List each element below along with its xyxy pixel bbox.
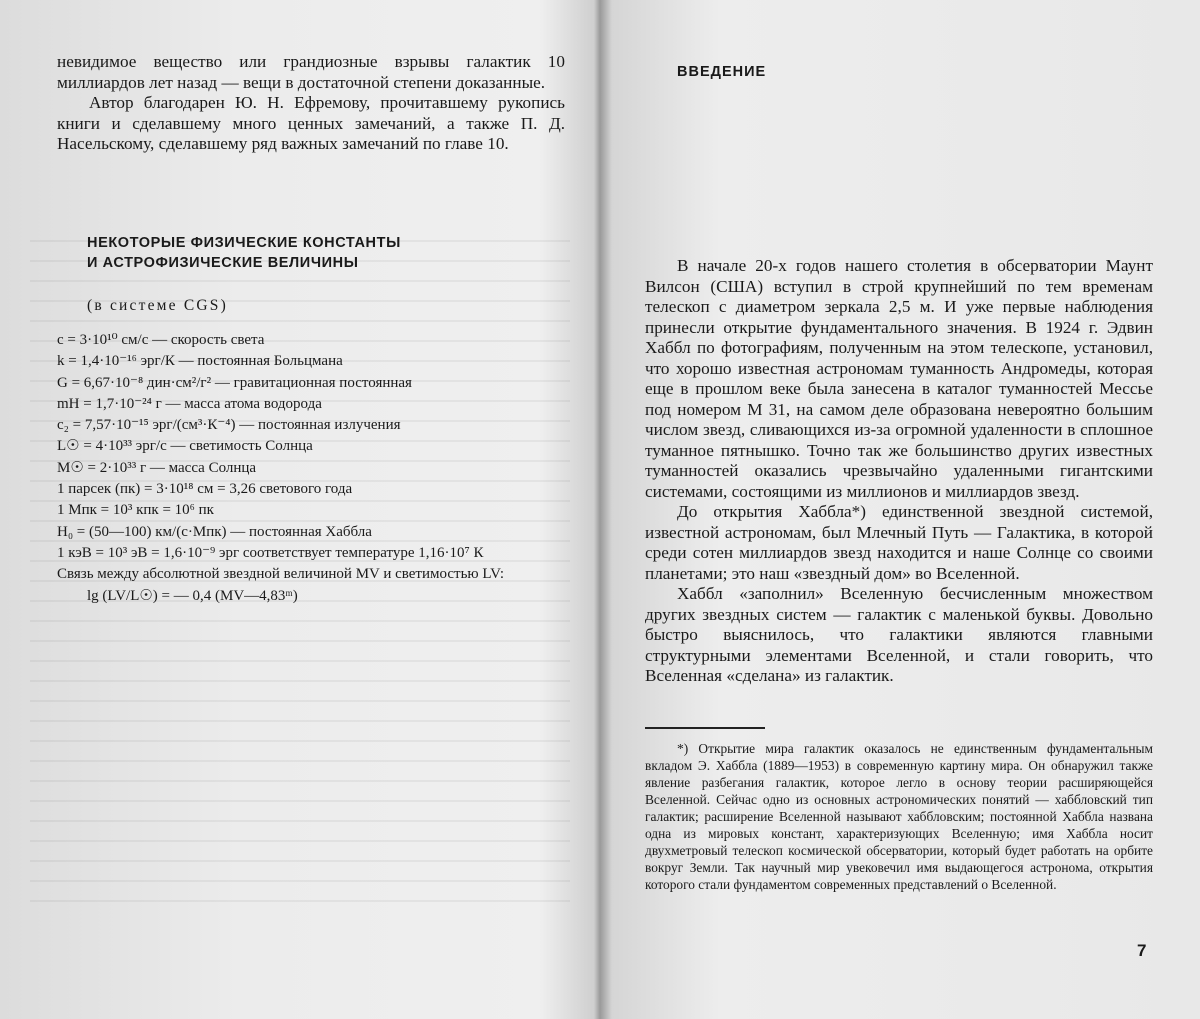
constants-list xyxy=(57,330,577,607)
acknowledgement-paragraph: Автор благодарен Ю. Н. Ефремову, прочитавшему рукопись книги и сделавшему много ценных замечаний, а также П. Д. Насельскому, сделавшему ряд важных замечаний по главе 10. xyxy=(57,93,565,153)
constant-row: mH = 1,7·10⁻²⁴ г — масса атома водорода xyxy=(57,395,322,412)
constant-row: 1 Мпк = 10³ кпк = 10⁶ пк xyxy=(57,502,214,519)
constant-row: 1 парсек (пк) = 3·10¹⁸ см = 3,26 светового года xyxy=(57,481,353,498)
constants-heading-line1: НЕКОТОРЫЕ ФИЗИЧЕСКИЕ КОНСТАНТЫ xyxy=(87,235,401,251)
introduction-heading: ВВЕДЕНИЕ xyxy=(677,64,767,80)
constant-row: H₀ = (50—100) км/(с·Мпк) — постоянная Хаббла xyxy=(57,523,372,540)
constant-row: c = 3·10¹⁰ см/с — скорость света xyxy=(57,332,265,348)
constant-row: Связь между абсолютной звездной величиной MV и светимостью LV: xyxy=(57,566,505,583)
body-paragraph: До открытия Хаббла*) единственной звездной системой, известной астрономам, был Млечный Путь — Галактика, в которой среди сотен миллиардов звезд находится и наше Солнце со своими планетами; это наш «звездный дом» во Вселенной. xyxy=(645,502,1153,583)
constant-row: k = 1,4·10⁻¹⁶ эрг/К — постоянная Больцмана xyxy=(57,353,343,370)
footnote-text: *) Открытие мира галактик оказалось не единственным фундаментальным вкладом Э. Хаббла (1889—1953) в современную картину мира. Он обнаружил также явление разбегания галактик, которое легло в основу теории расширяющейся Вселенной. Сейчас одно из основных астрономических понятий — хаббловский тип галактик; расширение Вселенной называют хаббловским; постоянной Хаббла названа одна из мировых констант, характеризующих Вселенную; имя Хаббла носит двухметровый телескоп космической обсерватории, который будет работать на орбите вокруг Земли. Так научный мир увековечил имя выдающегося астронома, открытия которого стали фундаментом современных представлений о Вселенной. xyxy=(645,741,1153,892)
footnote-divider xyxy=(645,727,765,729)
constant-row: 1 кэВ = 10³ эВ = 1,6·10⁻⁹ эрг соответствует температуре 1,16·10⁷ К xyxy=(57,544,484,561)
page-number: 7 xyxy=(1137,941,1147,960)
introduction-body xyxy=(645,256,1153,687)
constants-heading xyxy=(87,233,507,273)
constant-row: c₂ = 7,57·10⁻¹⁵ эрг/(см³·К⁻⁴) — постоянная излучения xyxy=(57,417,401,434)
constant-row: lg (LV/L☉) = — 0,4 (MV—4,83ᵐ) xyxy=(87,587,298,604)
constant-row: L☉ = 4·10³³ эрг/с — светимость Солнца xyxy=(57,438,313,455)
constant-row: G = 6,67·10⁻⁸ дин·см²/г² — гравитационная постоянная xyxy=(57,374,412,391)
constant-row: M☉ = 2·10³³ г — масса Солнца xyxy=(57,459,257,476)
system-note: (в системе CGS) xyxy=(87,297,228,314)
constants-heading-line2: И АСТРОФИЗИЧЕСКИЕ ВЕЛИЧИНЫ xyxy=(87,255,359,271)
left-page xyxy=(0,0,598,1019)
footnote xyxy=(645,740,1153,893)
body-paragraph: В начале 20-х годов нашего столетия в обсерватории Маунт Вилсон (США) вступил в строй крупнейший по тем временам телескоп с диаметром зеркала 2,5 м. И уже первые наблюдения принесли открытие фундаментального значения. В 1924 г. Эдвин Хаббл по фотографиям, полученным на этом телескопе, установил, что хорошо известная астрономам туманность Андромеды, которая еще в прошлом веке была занесена в каталог туманностей Мессье под номером М 31, на самом деле образована невероятно большим числом звезд, сливающихся из-за огромной удаленности в сплошное туманное пятнышко. Точно так же большинство других известных туманностей оказались чрезвычайно удаленными гигантскими системами, состоящими из миллионов и миллиардов звезд. xyxy=(645,256,1153,501)
body-paragraph: Хаббл «заполнил» Вселенную бесчисленным множеством других звездных систем — галактик с маленькой буквы. Довольно быстро выяснилось, что галактики являются главными структурными элементами Вселенной, и стали говорить, что Вселенная «сделана» из галактик. xyxy=(645,584,1153,685)
intro-paragraph: невидимое вещество или грандиозные взрывы галактик 10 миллиардов лет назад — вещи в достаточной степени доказанные. xyxy=(57,52,565,92)
left-intro-text xyxy=(57,52,565,155)
